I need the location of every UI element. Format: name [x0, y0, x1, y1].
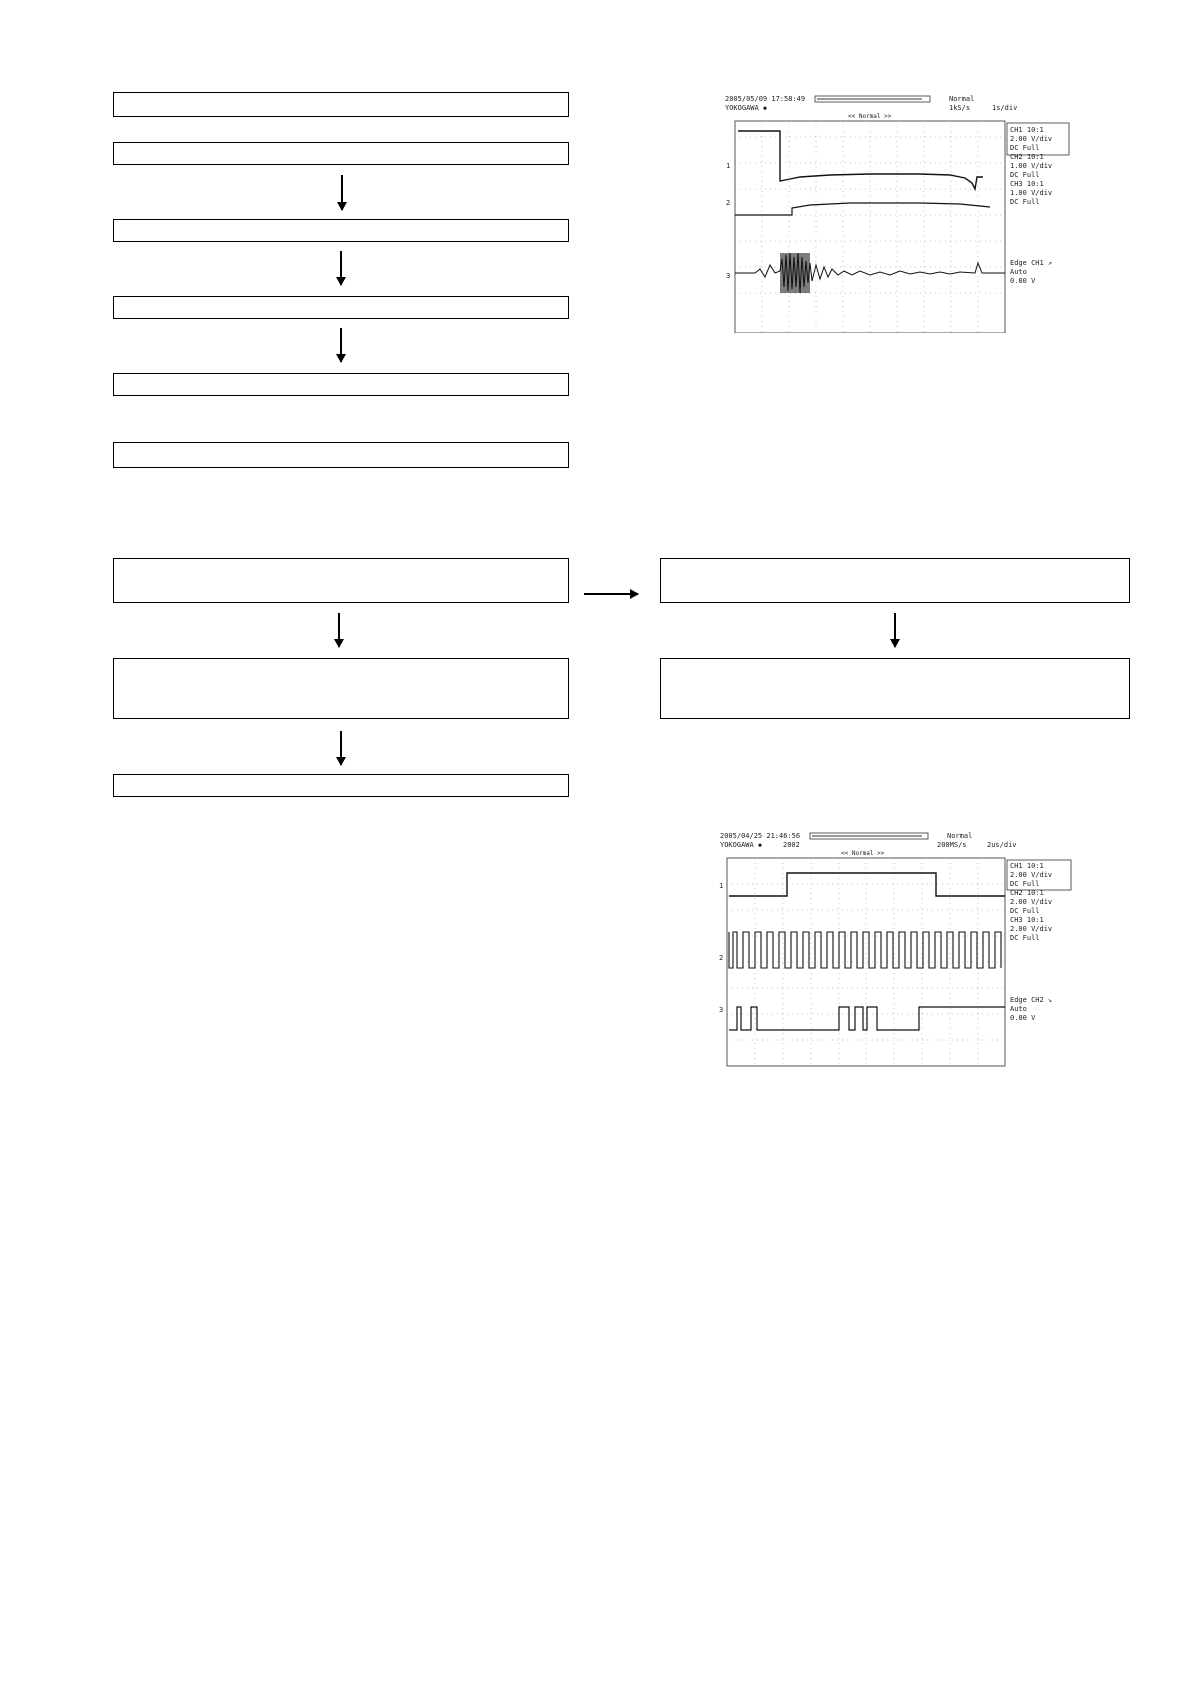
scope2-trigger-2: 0.80 V	[1010, 1014, 1036, 1022]
scope1-ch2-marker: 2	[726, 199, 731, 207]
scope1-trigger-0: Edge CH1 ↗	[1010, 259, 1053, 267]
scope2-ch2-marker: 2	[719, 954, 724, 962]
flow1-arrow-3	[340, 328, 342, 362]
scope2-ch-info-1: 2.00 V/div	[1010, 871, 1053, 879]
scope1-timestamp: 2005/05/09 17:58:49	[725, 95, 806, 103]
scope2-ch1-marker: 1	[719, 882, 724, 890]
scope2-ch-info-8: DC Full	[1010, 934, 1040, 942]
flow2-box-1	[113, 558, 569, 603]
flow2-arrow-right	[584, 593, 638, 595]
scope1-timebase: 1s/div	[992, 104, 1018, 112]
flow1-box-4	[113, 296, 569, 319]
scope2-ch3-trace	[729, 1007, 1005, 1030]
scope2-label-top: << Normal >>	[841, 850, 885, 857]
scope1-brand: YOKOGAWA ◆	[725, 104, 768, 112]
scope2-ch-info-5: DC Full	[1010, 907, 1040, 915]
scope1-ch-info-1: 2.00 V/div	[1010, 135, 1053, 143]
scope1-ch-info-2: DC Full	[1010, 144, 1040, 152]
scope2-ch2-trace	[729, 932, 1001, 968]
flow1-arrow-1	[341, 175, 343, 210]
flow2-box-3	[113, 774, 569, 797]
scope1-trigger-1: Auto	[1010, 268, 1027, 276]
flow2-box-right-1	[660, 558, 1130, 603]
scope1-ch-info-8: DC Full	[1010, 198, 1040, 206]
oscilloscope-capture-1	[720, 93, 1072, 333]
flow1-arrow-2	[340, 251, 342, 285]
scope2-sample-rate: 200MS/s	[937, 841, 967, 849]
scope1-mode: Normal	[949, 95, 975, 103]
scope2-ch-info-0: CH1 10:1	[1010, 862, 1044, 870]
scope2-ch3-marker: 3	[719, 1006, 724, 1014]
scope2-record: 2002	[783, 841, 800, 849]
scope2-trigger-1: Auto	[1010, 1005, 1027, 1013]
scope1-ch3-marker: 3	[726, 272, 731, 280]
scope2-trigger-0: Edge CH2 ↘	[1010, 996, 1053, 1004]
flow2-box-right-2	[660, 658, 1130, 719]
scope2-ch-info-4: 2.00 V/div	[1010, 898, 1053, 906]
scope2-ch-info-3: CH2 10:1	[1010, 889, 1044, 897]
oscilloscope-capture-2	[715, 830, 1075, 1068]
scope2-timebase: 2us/div	[987, 841, 1017, 849]
flow2-arrow-right-down	[894, 613, 896, 647]
flow1-box-3	[113, 219, 569, 242]
scope2-timestamp: 2005/04/25 21:46:56	[720, 832, 801, 840]
scope1-ch3-noise-burst	[780, 253, 810, 293]
scope1-ch-info-7: 1.00 V/div	[1010, 189, 1053, 197]
scope1-ch1-trace	[738, 131, 983, 189]
scope1-ch-info-0: CH1 10:1	[1010, 126, 1044, 134]
scope2-ch1-trace	[729, 873, 1005, 896]
scope1-sample-rate: 1kS/s	[949, 104, 971, 112]
scope2-brand: YOKOGAWA ◆	[720, 841, 763, 849]
scope2-ch-info-6: CH3 10:1	[1010, 916, 1044, 924]
flow2-arrow-2	[340, 731, 342, 765]
scope2-mode: Normal	[947, 832, 973, 840]
scope1-ch-info-4: 1.00 V/div	[1010, 162, 1053, 170]
scope1-ch-info-6: CH3 10:1	[1010, 180, 1044, 188]
flow1-box-1	[113, 92, 569, 117]
flow2-arrow-1	[338, 613, 340, 647]
scope1-ch1-marker: 1	[726, 162, 731, 170]
scope1-ch-info-5: DC Full	[1010, 171, 1040, 179]
flow1-box-2	[113, 142, 569, 165]
scope1-label-top: << Normal >>	[848, 113, 892, 120]
flow2-box-2	[113, 658, 569, 719]
flow1-box-5	[113, 373, 569, 396]
flow1-box-6	[113, 442, 569, 468]
scope1-trigger-2: 0.80 V	[1010, 277, 1036, 285]
scope1-ch2-trace	[735, 203, 990, 215]
scope1-ch-info-3: CH2 10:1	[1010, 153, 1044, 161]
scope2-ch-info-7: 2.00 V/div	[1010, 925, 1053, 933]
scope2-ch-info-2: DC Full	[1010, 880, 1040, 888]
